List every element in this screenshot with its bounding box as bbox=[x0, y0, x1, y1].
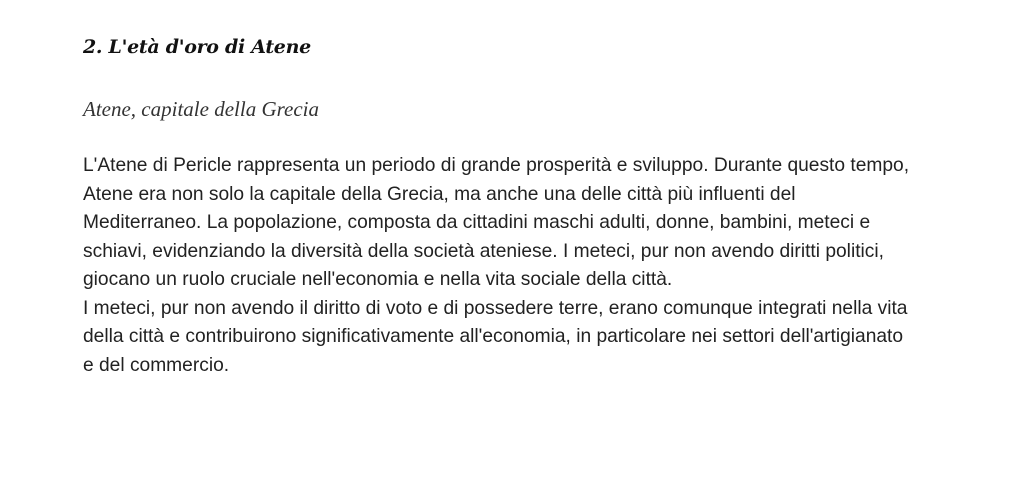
section-subtitle: Atene, capitale della Grecia bbox=[83, 97, 319, 121]
document-page bbox=[83, 34, 913, 380]
body-text bbox=[83, 152, 913, 380]
paragraph-1: L'Atene di Pericle rappresenta un periodo di grande prosperità e sviluppo. Durante questo tempo, Atene era non solo la capitale della Grecia, ma anche una delle città più influenti del Mediterraneo. La popolazione, composta da cittadini maschi adulti, donne, bambini, meteci e schiavi, evidenziando la diversità della società ateniese. I meteci, pur non avendo diritti politici, giocano un ruolo cruciale nell'economia e nella vita sociale della città. bbox=[83, 155, 910, 290]
paragraph-2: I meteci, pur non avendo il diritto di voto e di possedere terre, erano comunque integrati nella vita della città e contribuirono significativamente all'economia, in particolare nei settori dell'artigianato e del commercio. bbox=[83, 297, 908, 376]
section-title: 2. L'età d'oro di Atene bbox=[83, 36, 311, 58]
